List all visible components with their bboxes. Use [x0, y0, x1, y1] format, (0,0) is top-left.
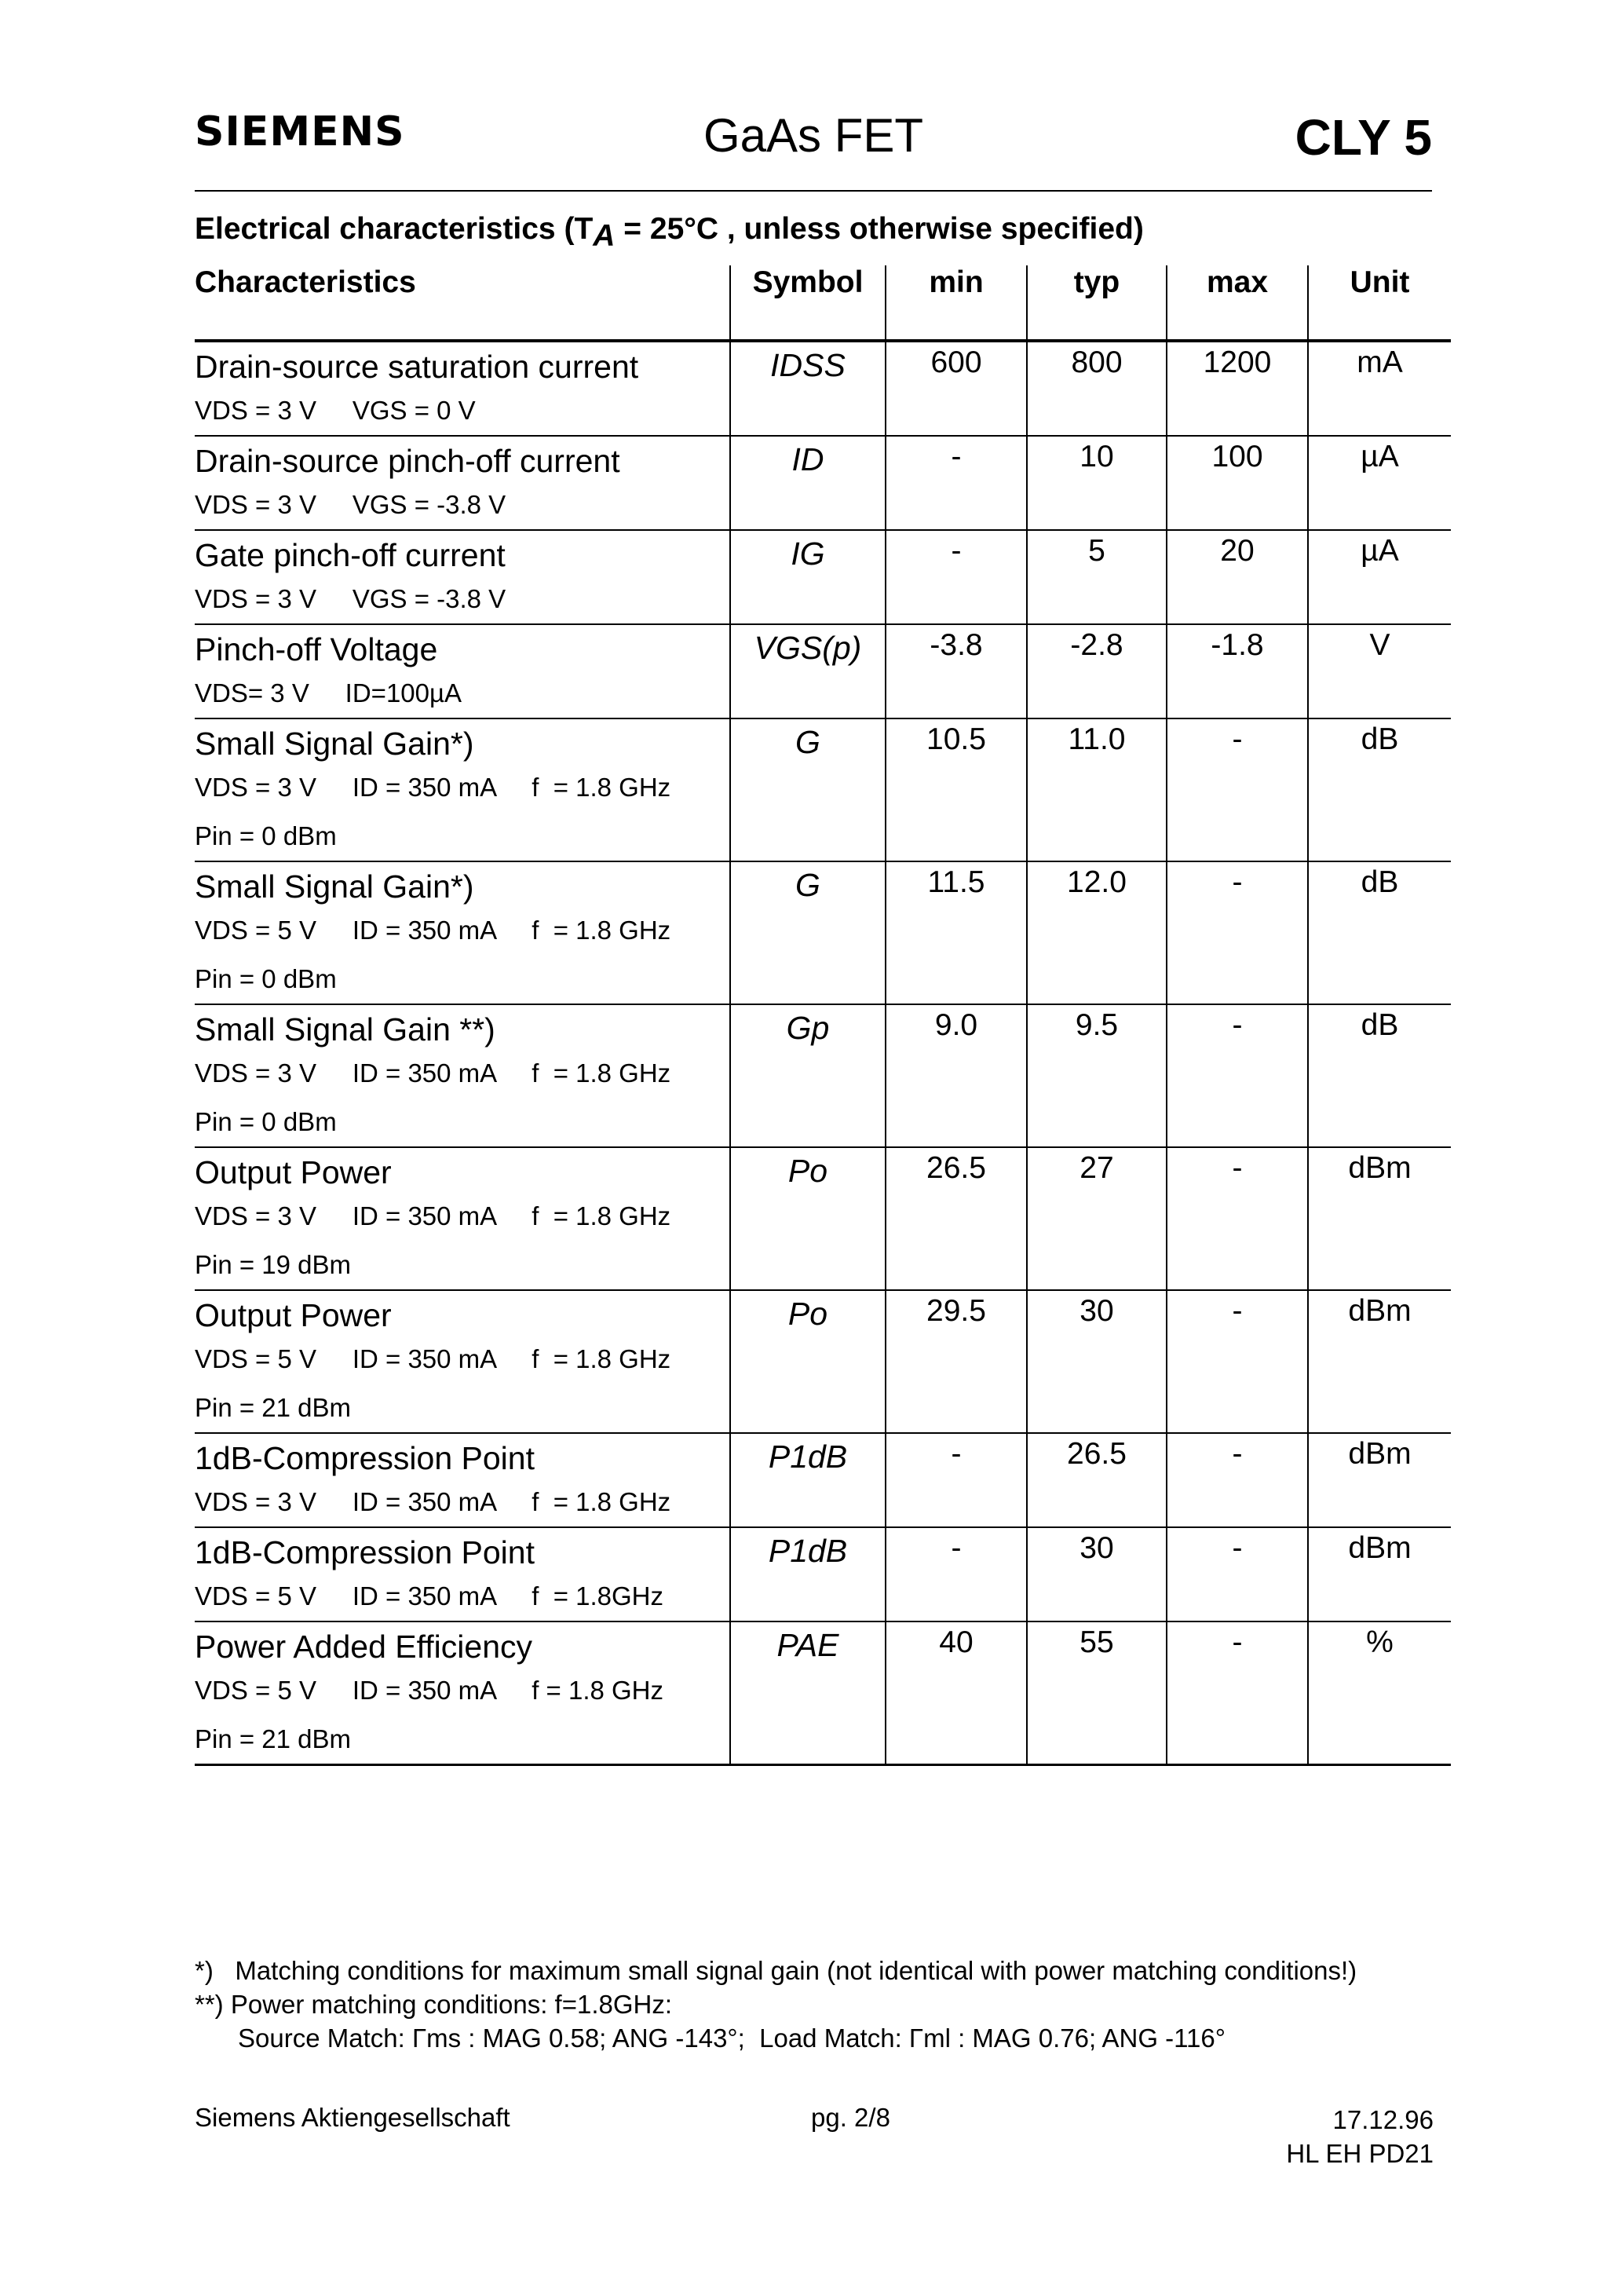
typ-value: 30	[1027, 1527, 1167, 1621]
test-condition: VDS = 3 V VGS = -3.8 V	[195, 584, 506, 613]
parameter-name: Drain-source pinch-off current	[195, 443, 620, 479]
test-condition: Pin = 0 dBm	[195, 964, 337, 993]
unit-value: dBm	[1308, 1433, 1451, 1527]
column-header-min: min	[886, 265, 1027, 341]
test-condition: VDS = 5 V ID = 350 mA f = 1.8 GHz	[195, 916, 671, 945]
symbol: IDSS	[770, 347, 846, 383]
typ-value: 5	[1027, 530, 1167, 624]
test-condition: Pin = 19 dBm	[195, 1250, 352, 1279]
footer-company: Siemens Aktiengesellschaft	[195, 2103, 510, 2132]
characteristic-cell	[195, 1290, 730, 1433]
symbol: VGS(p)	[754, 630, 862, 666]
parameter-name: Small Signal Gain **)	[195, 1011, 495, 1047]
symbol: ID	[791, 441, 824, 477]
characteristic-cell	[195, 1004, 730, 1147]
parameter-name: Small Signal Gain*)	[195, 726, 474, 762]
parameter-name: Output Power	[195, 1154, 392, 1190]
symbol-cell	[730, 1433, 886, 1527]
test-condition: VDS = 5 V ID = 350 mA f = 1.8 GHz	[195, 1344, 671, 1373]
part-number: CLY 5	[1295, 109, 1432, 166]
symbol-cell	[730, 861, 886, 1004]
min-value: 10.5	[886, 718, 1027, 861]
max-value: 20	[1167, 530, 1308, 624]
min-value: -	[886, 530, 1027, 624]
max-value: -	[1167, 1290, 1308, 1433]
table-row	[195, 1290, 1451, 1433]
test-condition: Pin = 0 dBm	[195, 1107, 337, 1136]
column-header-max: max	[1167, 265, 1308, 341]
characteristic-cell	[195, 530, 730, 624]
characteristic-cell	[195, 436, 730, 530]
symbol-cell	[730, 530, 886, 624]
min-value: 26.5	[886, 1147, 1027, 1290]
symbol: P1dB	[768, 1439, 848, 1475]
typ-value: 27	[1027, 1147, 1167, 1290]
symbol-cell	[730, 1147, 886, 1290]
unit-value: %	[1308, 1621, 1451, 1765]
test-condition: VDS = 5 V ID = 350 mA f = 1.8GHz	[195, 1581, 664, 1610]
column-header-characteristics: Characteristics	[195, 265, 730, 341]
symbol: IG	[791, 536, 825, 572]
typ-value: 12.0	[1027, 861, 1167, 1004]
symbol-cell	[730, 624, 886, 718]
parameter-name: Gate pinch-off current	[195, 537, 506, 573]
unit-value: µA	[1308, 530, 1451, 624]
test-condition: Pin = 21 dBm	[195, 1393, 352, 1422]
header-divider	[195, 190, 1432, 192]
parameter-name: Small Signal Gain*)	[195, 868, 474, 905]
unit-value: dBm	[1308, 1147, 1451, 1290]
footnote: **) Power matching conditions: f=1.8GHz:	[195, 1990, 673, 2019]
symbol: Po	[787, 1153, 828, 1189]
table-header-row	[195, 265, 1451, 341]
characteristic-cell	[195, 861, 730, 1004]
max-value: -	[1167, 1527, 1308, 1621]
table-row	[195, 1433, 1451, 1527]
table-row	[195, 1004, 1451, 1147]
document-title: GaAs FET	[703, 109, 924, 162]
unit-value: V	[1308, 624, 1451, 718]
typ-value: 30	[1027, 1290, 1167, 1433]
min-value: 40	[886, 1621, 1027, 1765]
max-value: -1.8	[1167, 624, 1308, 718]
table-row	[195, 436, 1451, 530]
table-row	[195, 341, 1451, 436]
siemens-logo: SIEMENS	[195, 108, 405, 155]
test-condition: VDS = 5 V ID = 350 mA f = 1.8 GHz	[195, 1676, 664, 1705]
test-condition: VDS = 3 V ID = 350 mA f = 1.8 GHz	[195, 1058, 671, 1088]
symbol: Po	[787, 1296, 828, 1332]
table-row	[195, 861, 1451, 1004]
footer-date: 17.12.96	[1332, 2105, 1434, 2134]
test-condition: VDS = 3 V ID = 350 mA f = 1.8 GHz	[195, 1487, 671, 1516]
symbol: P1dB	[768, 1533, 848, 1569]
max-value: -	[1167, 1147, 1308, 1290]
typ-value: -2.8	[1027, 624, 1167, 718]
column-header-unit: Unit	[1308, 265, 1451, 341]
unit-value: dBm	[1308, 1290, 1451, 1433]
footer-page-number: pg. 2/8	[811, 2103, 890, 2132]
parameter-name: Output Power	[195, 1297, 392, 1333]
test-condition: VDS = 3 V VGS = -3.8 V	[195, 490, 506, 519]
test-condition: VDS = 3 V ID = 350 mA f = 1.8 GHz	[195, 1201, 671, 1230]
parameter-name: 1dB-Compression Point	[195, 1440, 535, 1476]
unit-value: dBm	[1308, 1527, 1451, 1621]
test-condition: VDS = 3 V VGS = 0 V	[195, 396, 476, 425]
footer-code: HL EH PD21	[1286, 2139, 1434, 2168]
symbol-cell	[730, 718, 886, 861]
symbol: G	[795, 724, 820, 760]
min-value: 9.0	[886, 1004, 1027, 1147]
footer-date-code	[1286, 2103, 1434, 2170]
test-condition: Pin = 21 dBm	[195, 1724, 352, 1753]
table-row	[195, 530, 1451, 624]
footnote: Source Match: Γms : MAG 0.58; ANG -143°; Load Match: Γml : MAG 0.76; ANG -116°	[195, 2024, 1226, 2053]
symbol-cell	[730, 1290, 886, 1433]
unit-value: dB	[1308, 861, 1451, 1004]
min-value: -3.8	[886, 624, 1027, 718]
characteristic-cell	[195, 1527, 730, 1621]
page-header	[195, 108, 1432, 171]
table-row	[195, 1621, 1451, 1765]
unit-value: dB	[1308, 1004, 1451, 1147]
test-condition: VDS = 3 V ID = 350 mA f = 1.8 GHz	[195, 773, 671, 802]
column-header-symbol: Symbol	[730, 265, 886, 341]
characteristic-cell	[195, 718, 730, 861]
max-value: -	[1167, 718, 1308, 861]
footnotes	[195, 1954, 1357, 2055]
parameter-name: Pinch-off Voltage	[195, 631, 438, 667]
max-value: 1200	[1167, 341, 1308, 436]
unit-value: dB	[1308, 718, 1451, 861]
min-value: 11.5	[886, 861, 1027, 1004]
parameter-name: Drain-source saturation current	[195, 349, 639, 385]
symbol: G	[795, 867, 820, 903]
characteristic-cell	[195, 624, 730, 718]
min-value: -	[886, 1527, 1027, 1621]
typ-value: 10	[1027, 436, 1167, 530]
symbol-cell	[730, 1527, 886, 1621]
symbol-cell	[730, 1621, 886, 1765]
typ-value: 800	[1027, 341, 1167, 436]
symbol-cell	[730, 436, 886, 530]
max-value: -	[1167, 1433, 1308, 1527]
footnote: *) Matching conditions for maximum small signal gain (not identical with power matching conditions!)	[195, 1956, 1357, 1985]
table-row	[195, 1147, 1451, 1290]
unit-value: µA	[1308, 436, 1451, 530]
min-value: -	[886, 436, 1027, 530]
characteristic-cell	[195, 1433, 730, 1527]
parameter-name: Power Added Efficiency	[195, 1629, 532, 1665]
typ-value: 9.5	[1027, 1004, 1167, 1147]
characteristic-cell	[195, 341, 730, 436]
characteristics-table	[195, 265, 1451, 1766]
min-value: -	[886, 1433, 1027, 1527]
min-value: 600	[886, 341, 1027, 436]
max-value: -	[1167, 1004, 1308, 1147]
typ-value: 26.5	[1027, 1433, 1167, 1527]
section-title: Electrical characteristics ($T_A = 25^\circ C$ , unless otherwise specified)	[195, 212, 1144, 253]
characteristic-cell	[195, 1621, 730, 1765]
parameter-name: 1dB-Compression Point	[195, 1534, 535, 1570]
table-row	[195, 1527, 1451, 1621]
typ-value: 11.0	[1027, 718, 1167, 861]
characteristic-cell	[195, 1147, 730, 1290]
symbol: PAE	[776, 1627, 839, 1663]
column-header-typ: typ	[1027, 265, 1167, 341]
min-value: 29.5	[886, 1290, 1027, 1433]
max-value: -	[1167, 1621, 1308, 1765]
table-row	[195, 718, 1451, 861]
table-row	[195, 624, 1451, 718]
symbol: Gp	[786, 1010, 830, 1046]
max-value: -	[1167, 861, 1308, 1004]
max-value: 100	[1167, 436, 1308, 530]
typ-value: 55	[1027, 1621, 1167, 1765]
test-condition: Pin = 0 dBm	[195, 821, 337, 850]
unit-value: mA	[1308, 341, 1451, 436]
symbol-cell	[730, 341, 886, 436]
test-condition: VDS= 3 V ID=100µA	[195, 678, 462, 707]
symbol-cell	[730, 1004, 886, 1147]
